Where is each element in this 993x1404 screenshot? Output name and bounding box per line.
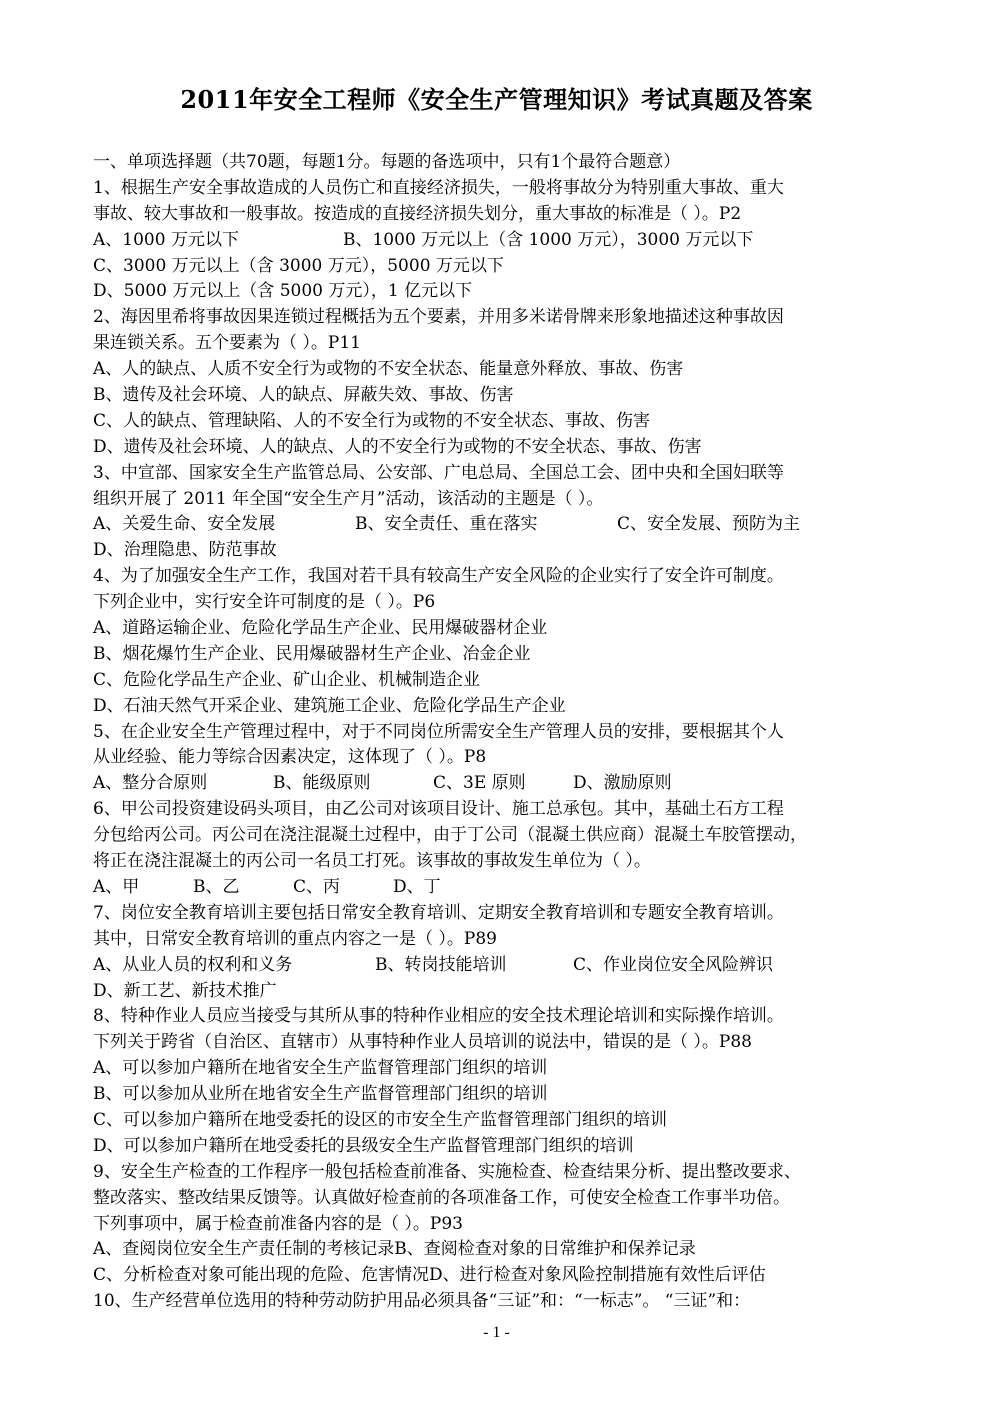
text-line bbox=[93, 979, 913, 1005]
text-line bbox=[93, 409, 913, 435]
option-text: B、乙 bbox=[193, 876, 240, 897]
page-number: - 1 - bbox=[483, 1324, 510, 1341]
line-text: 事故、较大事故和一般事故。按造成的直接经济损失划分，重大事故的标准是（ ）。P2 bbox=[93, 203, 742, 224]
text-line bbox=[93, 1134, 913, 1160]
option-text: D、激励原则 bbox=[573, 773, 672, 794]
option-text: A、从业人员的权利和义务 bbox=[93, 954, 293, 975]
document-body bbox=[93, 150, 913, 1315]
line-text: D、可以参加户籍所在地受委托的县级安全生产监督管理部门组织的培训 bbox=[93, 1135, 634, 1156]
text-line bbox=[93, 1082, 913, 1108]
line-text: D、5000 万元以上（含 5000 万元），1 亿元以下 bbox=[93, 281, 473, 302]
line-text: A、道路运输企业、危险化学品生产企业、民用爆破器材企业 bbox=[93, 618, 548, 639]
text-line bbox=[93, 512, 913, 538]
text-line bbox=[93, 202, 913, 228]
line-text: A、可以参加户籍所在地省安全生产监督管理部门组织的培训 bbox=[93, 1058, 548, 1079]
text-line bbox=[93, 616, 913, 642]
text-line bbox=[93, 953, 913, 979]
text-line bbox=[93, 1056, 913, 1082]
line-text: 分包给丙公司。丙公司在浇注混凝土过程中，由于丁公司（混凝土供应商）混凝土车胶管摆动， bbox=[93, 825, 807, 846]
option-text: A、整分合原则 bbox=[93, 773, 208, 794]
line-text: B、可以参加从业所在地省安全生产监督管理部门组织的培训 bbox=[93, 1084, 548, 1105]
option-text: A、查阅岗位安全生产责任制的考核记录 bbox=[93, 1239, 395, 1260]
text-line bbox=[93, 745, 913, 771]
text-line bbox=[93, 254, 913, 280]
line-text: 4、为了加强安全生产工作，我国对若干具有较高生产安全风险的企业实行了安全许可制度。 bbox=[93, 566, 784, 587]
line-text: D、新工艺、新技术推广 bbox=[93, 980, 277, 1001]
option-text: B、安全责任、重在落实 bbox=[355, 514, 538, 535]
line-text: 5、在企业安全生产管理过程中，对于不同岗位所需安全生产管理人员的安排，要根据其个人 bbox=[93, 721, 784, 742]
text-line bbox=[93, 1108, 913, 1134]
text-line bbox=[93, 538, 913, 564]
line-text: B、遗传及社会环境、人的缺点、屏蔽失效、事故、伤害 bbox=[93, 385, 514, 406]
text-line bbox=[93, 305, 913, 331]
line-text: 从业经验、能力等综合因素决定，这体现了（ ）。P8 bbox=[93, 747, 487, 768]
text-line bbox=[93, 771, 913, 797]
option-text: A、关爱生命、安全发展 bbox=[93, 514, 276, 535]
text-line bbox=[93, 435, 913, 461]
text-line bbox=[93, 1160, 913, 1186]
option-text: D、丁 bbox=[393, 876, 441, 897]
option-text: C、3E 原则 bbox=[433, 773, 526, 794]
line-text: 9、安全生产检查的工作程序一般包括检查前准备、实施检查、检查结果分析、提出整改要求、 bbox=[93, 1161, 801, 1182]
section-heading: 一、单项选择题（共70题，每题1分。每题的备选项中，只有1个最符合题意） bbox=[93, 152, 681, 172]
line-text: 果连锁关系。五个要素为（ ）。P11 bbox=[93, 333, 361, 354]
line-text: 下列企业中，实行安全许可制度的是（ ）。P6 bbox=[93, 592, 436, 613]
line-text: D、治理隐患、防范事故 bbox=[93, 540, 277, 561]
line-text: 6、甲公司投资建设码头项目，由乙公司对该项目设计、施工总承包。其中，基础土石方工程 bbox=[93, 799, 784, 820]
text-line bbox=[93, 1263, 913, 1289]
option-text: C、丙 bbox=[293, 876, 341, 897]
text-line bbox=[93, 279, 913, 305]
line-text: 组织开展了 2011 年全国“安全生产月”活动，该活动的主题是（ ）。 bbox=[93, 488, 604, 509]
text-line bbox=[93, 357, 913, 383]
line-text: 1、根据生产安全事故造成的人员伤亡和直接经济损失，一般将事故分为特别重大事故、重大 bbox=[93, 177, 784, 198]
text-line bbox=[93, 720, 913, 746]
text-line bbox=[93, 1289, 913, 1315]
line-text: 下列关于跨省（自治区、直辖市）从事特种作业人员培训的说法中，错误的是（ ）。P88 bbox=[93, 1032, 752, 1053]
line-text: 3、中宣部、国家安全生产监管总局、公安部、广电总局、全国总工会、团中央和全国妇联等 bbox=[93, 462, 784, 483]
line-text: C、危险化学品生产企业、矿山企业、机械制造企业 bbox=[93, 669, 481, 690]
option-text: C、作业岗位安全风险辨识 bbox=[573, 954, 774, 975]
option-text: C、分析检查对象可能出现的危险、危害情况 bbox=[93, 1265, 430, 1286]
text-line bbox=[93, 668, 913, 694]
line-text: D、石油天然气开采企业、建筑施工企业、危险化学品生产企业 bbox=[93, 695, 566, 716]
option-text: A、1000 万元以下 bbox=[93, 229, 239, 250]
text-line bbox=[93, 176, 913, 202]
line-text: 8、特种作业人员应当接受与其所从事的特种作业相应的安全技术理论培训和实际操作培训。 bbox=[93, 1006, 784, 1027]
line-text: A、人的缺点、人质不安全行为或物的不安全状态、能量意外释放、事故、伤害 bbox=[93, 359, 684, 380]
text-line bbox=[93, 228, 913, 254]
line-text: 将正在浇注混凝土的丙公司一名员工打死。该事故的事故发生单位为（ ）。 bbox=[93, 851, 651, 872]
text-line bbox=[93, 1186, 913, 1212]
line-text: 下列事项中，属于检查前准备内容的是（ ）。P93 bbox=[93, 1213, 463, 1234]
option-text: B、转岗技能培训 bbox=[375, 954, 507, 975]
option-text: A、甲 bbox=[93, 876, 140, 897]
option-text: C、安全发展、预防为主 bbox=[617, 514, 801, 535]
text-line bbox=[93, 461, 913, 487]
text-line bbox=[93, 487, 913, 513]
line-text: 整改落实、整改结果反馈等。认真做好检查前的各项准备工作，可使安全检查工作事半功倍。 bbox=[93, 1187, 790, 1208]
text-line bbox=[93, 564, 913, 590]
line-text: B、烟花爆竹生产企业、民用爆破器材生产企业、冶金企业 bbox=[93, 643, 531, 664]
option-text: B、查阅检查对象的日常维护和保养记录 bbox=[394, 1239, 696, 1260]
line-text: 10、生产经营单位选用的特种劳动防护用品必须具备“三证”和：“一标志”。 “三证”和： bbox=[93, 1291, 751, 1312]
text-line bbox=[93, 797, 913, 823]
line-text: C、可以参加户籍所在地受委托的设区的市安全生产监督管理部门组织的培训 bbox=[93, 1109, 668, 1130]
text-line bbox=[93, 901, 913, 927]
text-line bbox=[93, 331, 913, 357]
text-line bbox=[93, 590, 913, 616]
text-line bbox=[93, 875, 913, 901]
text-line bbox=[93, 1237, 913, 1263]
line-text: D、遗传及社会环境、人的缺点、人的不安全行为或物的不安全状态、事故、伤害 bbox=[93, 436, 702, 457]
text-line bbox=[93, 849, 913, 875]
text-line bbox=[93, 1004, 913, 1030]
text-line bbox=[93, 383, 913, 409]
option-text: B、能级原则 bbox=[273, 773, 371, 794]
option-text: D、进行检查对象风险控制措施有效性后评估 bbox=[429, 1265, 766, 1286]
text-line bbox=[93, 1030, 913, 1056]
line-text: 7、岗位安全教育培训主要包括日常安全教育培训、定期安全教育培训和专题安全教育培训。 bbox=[93, 902, 784, 923]
document-title: 2011年安全工程师《安全生产管理知识》考试真题及答案 bbox=[180, 85, 813, 114]
line-text: 其中，日常安全教育培训的重点内容之一是（ ）。P89 bbox=[93, 928, 497, 949]
option-text: B、1000 万元以上（含 1000 万元），3000 万元以下 bbox=[343, 229, 754, 250]
text-line bbox=[93, 1212, 913, 1238]
text-line bbox=[93, 927, 913, 953]
text-line bbox=[93, 823, 913, 849]
line-text: 2、海因里希将事故因果连锁过程概括为五个要素，并用多米诺骨牌来形象地描述这种事故因 bbox=[93, 307, 784, 328]
text-line bbox=[93, 642, 913, 668]
line-text: C、人的缺点、管理缺陷、人的不安全行为或物的不安全状态、事故、伤害 bbox=[93, 410, 651, 431]
text-line bbox=[93, 694, 913, 720]
line-text: C、3000 万元以上（含 3000 万元），5000 万元以下 bbox=[93, 255, 504, 276]
